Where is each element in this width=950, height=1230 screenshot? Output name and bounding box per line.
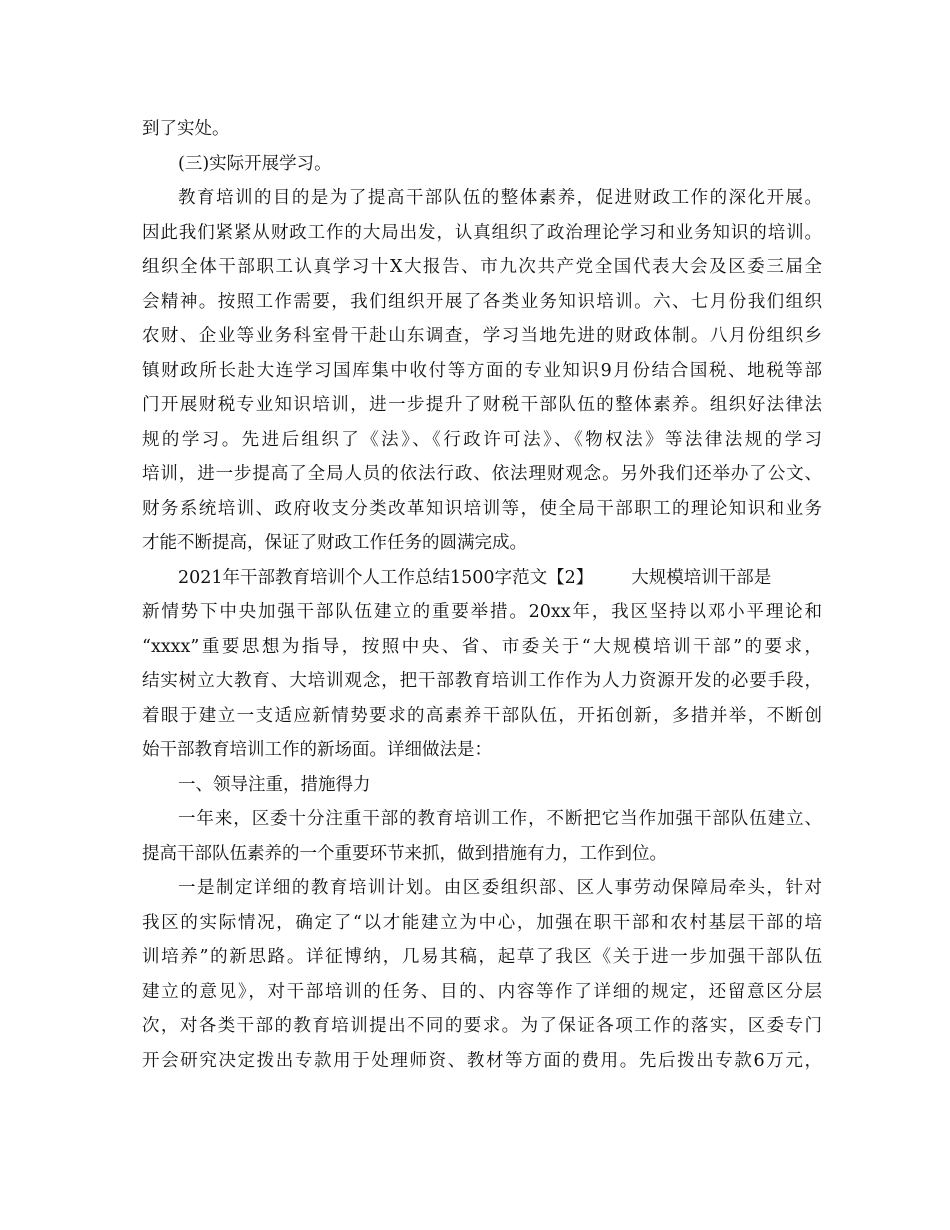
text-line: 一年来，区委十分注重干部的教育培训工作，不断把它当作加强干部队伍建立、 bbox=[178, 809, 822, 829]
text-line: 训培养”的新思路。详征博纳，几易其稿，起草了我区《关于进一步加强干部队伍 bbox=[142, 947, 822, 967]
text-line bbox=[142, 561, 822, 596]
text-line: 教育培训的目的是为了提高干部队伍的整体素养，促进财政工作的深化开展。 bbox=[178, 188, 822, 208]
text-line: 提高干部队伍素养的一个重要环节来抓，做到措施有力，工作到位。 bbox=[142, 843, 667, 864]
text-line: 结实树立大教育、大培训观念，把干部教育培训工作作为人力资源开发的必要手段， bbox=[142, 671, 822, 691]
text-line: 到了实处。 bbox=[142, 119, 230, 139]
section-heading: 2021年干部教育培训个人工作总结1500字范文【2】 bbox=[178, 567, 594, 588]
paragraph-start: 大规模培训干部是 bbox=[631, 567, 772, 588]
text-line: “xxxx”重要思想为指导，按照中央、省、市委关于“大规模培训干部”的要求， bbox=[142, 636, 822, 657]
text-line: 开会研究决定拨出专款用于处理师资、教材等方面的费用。先后拨出专款6万元， bbox=[142, 1050, 822, 1071]
text-line: 镇财政所长赴大连学习国库集中收付等方面的专业知识9月份结合国税、地税等部 bbox=[142, 360, 822, 381]
text-line: 着眼于建立一支适应新情势要求的高素养干部队伍，开拓创新，多措并举，不断创 bbox=[142, 705, 822, 726]
text-line: 财务系统培训、政府收支分类改革知识培训等，使全局干部职工的理论知识和业务 bbox=[142, 498, 822, 519]
text-line: 会精神。按照工作需要，我们组织开展了各类业务知识培训。六、七月份我们组织 bbox=[142, 291, 822, 312]
text-line: 规的学习。先进后组织了《法》、《行政许可法》、《物权法》等法律法规的学习 bbox=[142, 429, 822, 450]
text-line: 农财、企业等业务科室骨干赴山东调查，学习当地先进的财政体制。八月份组织乡 bbox=[142, 326, 822, 346]
text-line: 培训，进一步提高了全局人员的依法行政、依法理财观念。另外我们还举办了公文、 bbox=[142, 464, 822, 484]
text-line: 建立的意见》，对干部培训的任务、目的、内容等作了详细的规定，还留意区分层 bbox=[142, 981, 822, 1002]
text-line: 始干部教育培训工作的新场面。详细做法是： bbox=[142, 740, 492, 760]
text-line: 组织全体干部职工认真学习十X大报告、市九次共产党全国代表大会及区委三届全 bbox=[142, 257, 822, 277]
text-line: 门开展财税专业知识培训，进一步提升了财税干部队伍的整体素养。组织好法律法 bbox=[142, 395, 822, 415]
text-line: 次，对各类干部的教育培训提出不同的要求。为了保证各项工作的落实，区委专门 bbox=[142, 1016, 822, 1036]
text-line: 我区的实际情况，确定了“以才能建立为中心，加强在职干部和农村基层干部的培 bbox=[142, 912, 822, 933]
document-body bbox=[142, 112, 822, 1078]
text-line: 新情势下中央加强干部队伍建立的重要举措。20xx年，我区坚持以邓小平理论和 bbox=[142, 602, 822, 622]
text-line: 一是制定详细的教育培训计划。由区委组织部、区人事劳动保障局牵头，针对 bbox=[178, 878, 822, 898]
text-line: 才能不断提高，保证了财政工作任务的圆满完成。 bbox=[142, 533, 527, 553]
text-line: 因此我们紧紧从财政工作的大局出发，认真组织了政治理论学习和业务知识的培训。 bbox=[142, 222, 822, 243]
text-line: 一、领导注重，措施得力 bbox=[178, 774, 371, 795]
text-line: (三)实际开展学习。 bbox=[178, 153, 332, 174]
